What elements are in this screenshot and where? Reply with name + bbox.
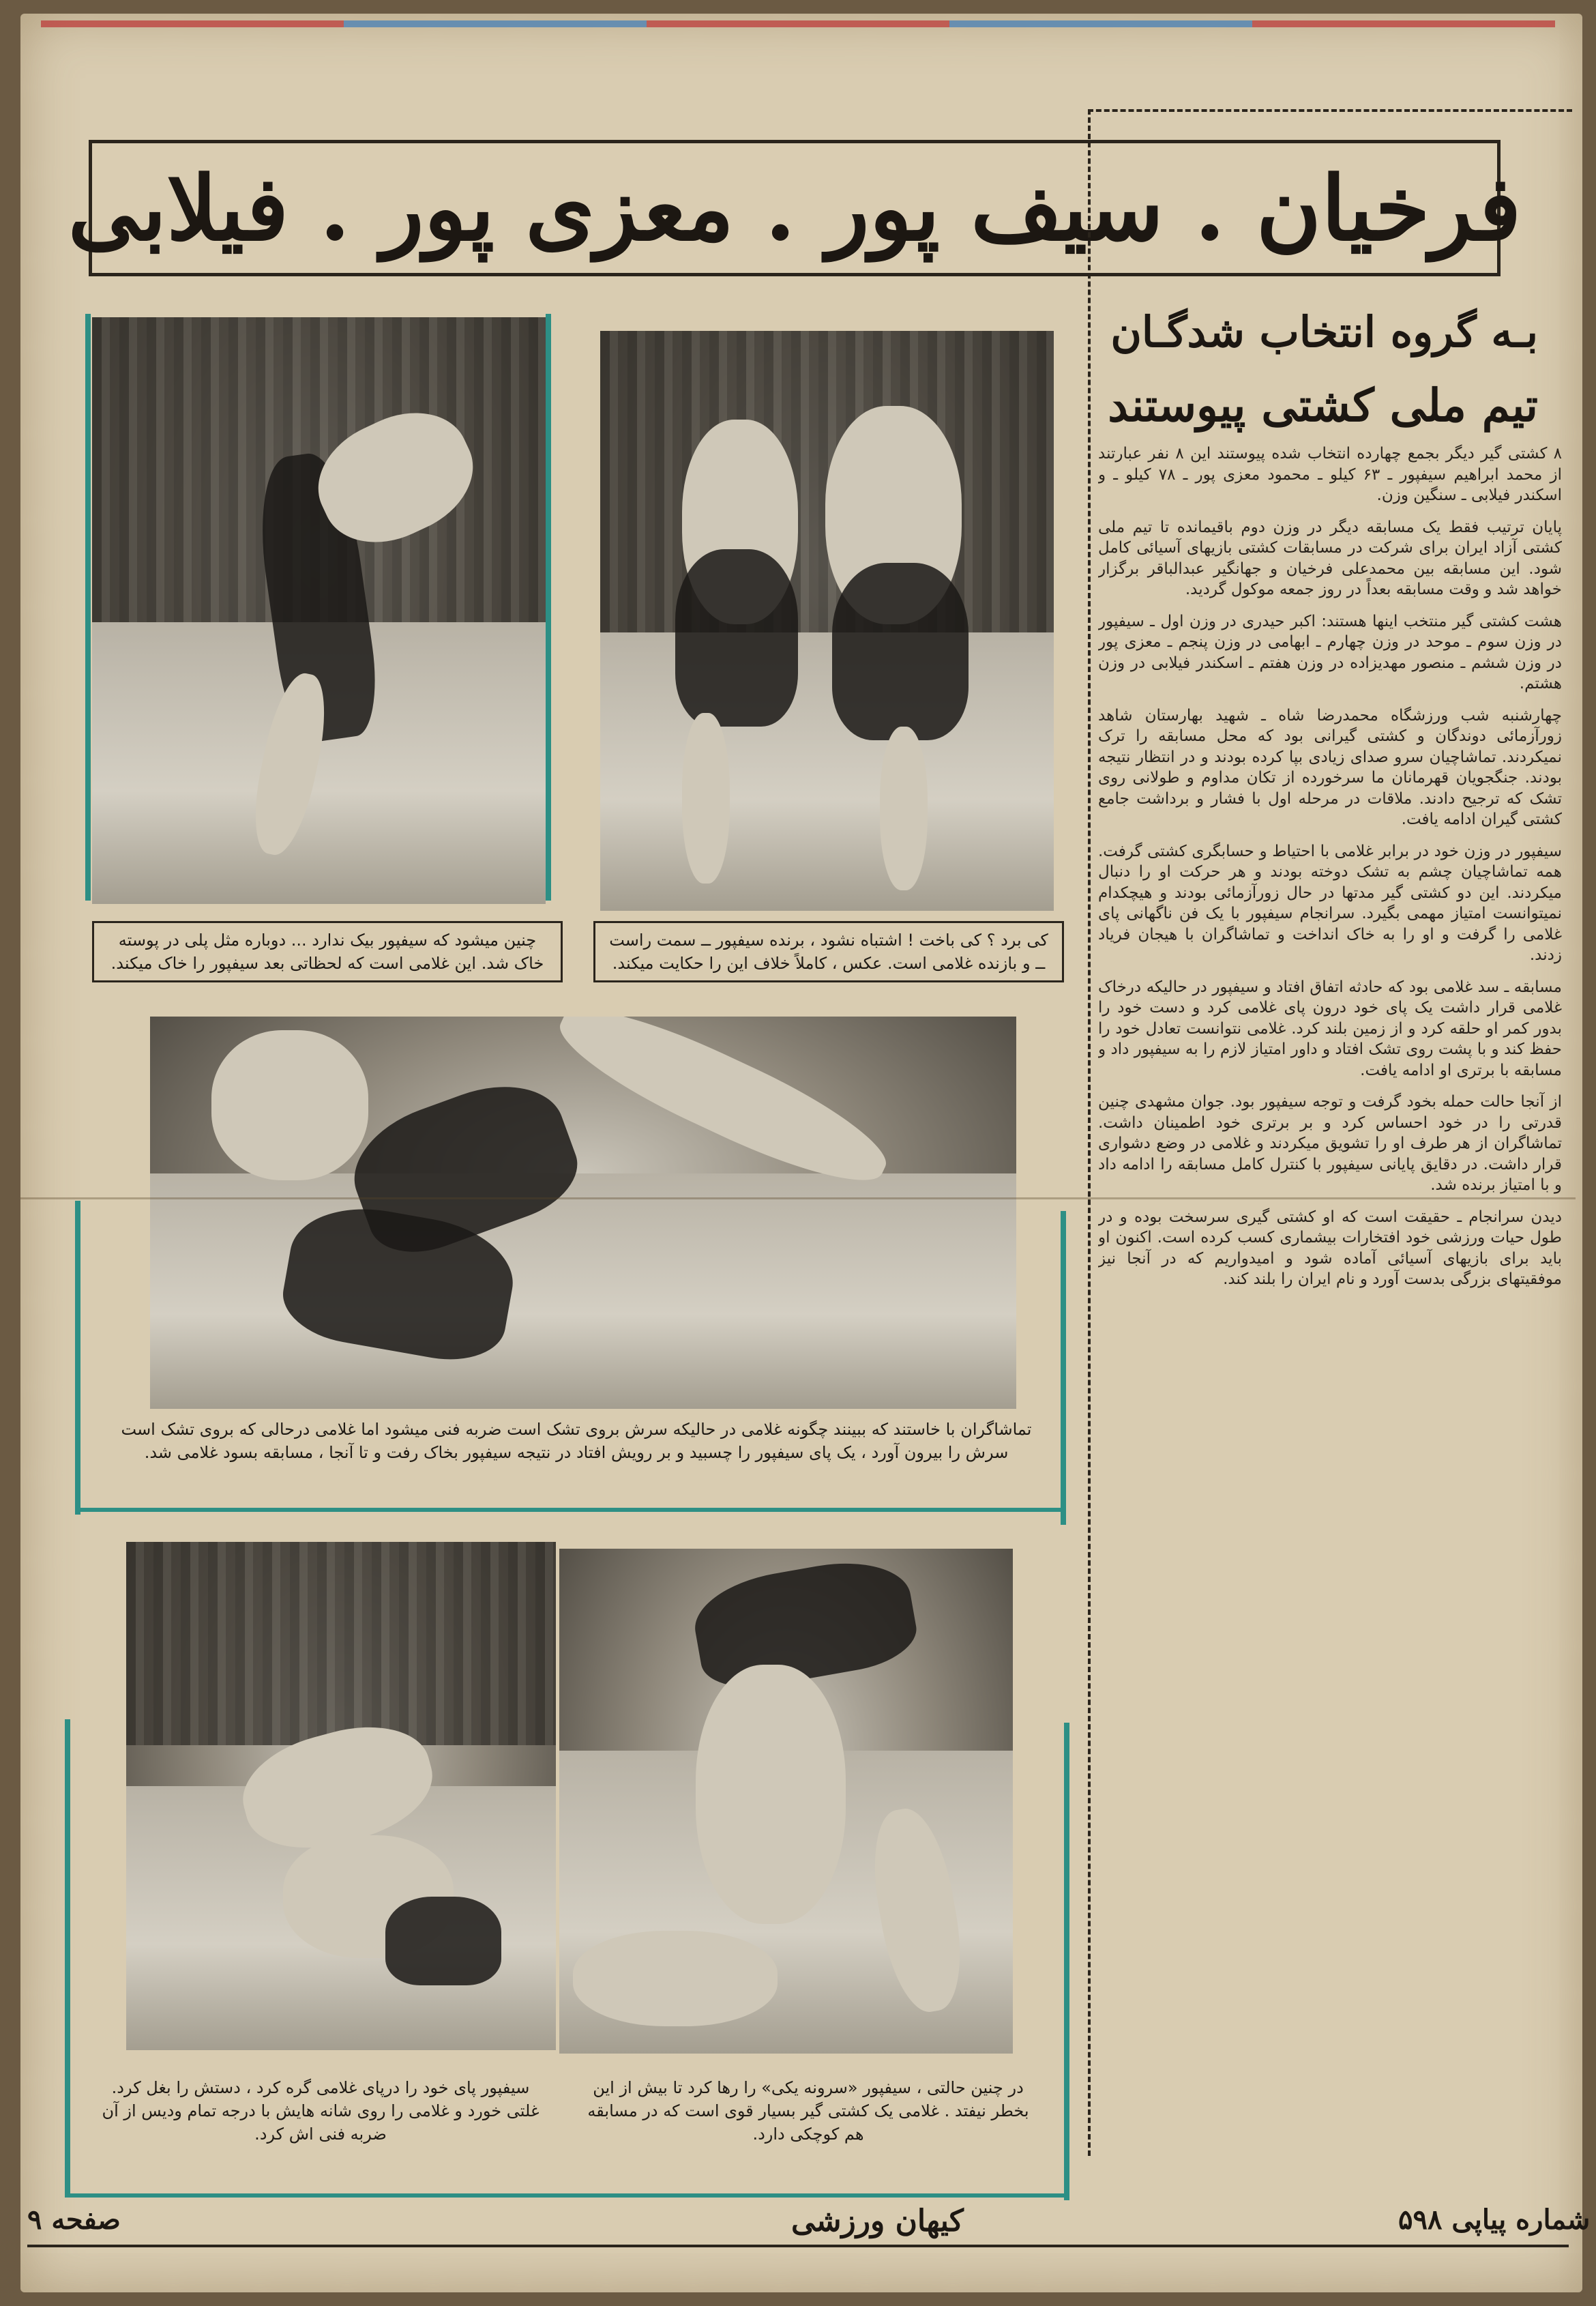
photo-frame-accent [65, 2193, 1067, 2198]
page-edge-stripe [41, 20, 1555, 27]
photo-top-left [92, 317, 546, 904]
photo-middle [150, 1017, 1016, 1409]
subheadline-line-1: بـه گروه انتخاب شدگـان [1110, 307, 1538, 357]
photo-frame-accent [1064, 1723, 1069, 2200]
photo-caption: سیفپور پای خود را درپای غلامی گره کرد ، دستش را بغل کرد. غلتی خورد و غلامی را روی شانه هایش با درجه تمام ودیس از آن ضربه فنی اش کرد. [102, 2078, 540, 2144]
article-paragraph: پایان ترتیب فقط یک مسابقه دیگر در وزن دوم باقیمانده تا تیم ملی کشتی آزاد ایران برای شرکت در مسابقات کشتی بازیهای آسیائی کامل شود. این مسابقه بین محمدعلی فرخیان و جهانگیر عبدالباقر برگزار خواهد شد و وقت مسابقه بعداً در روز جمعه موکول گردید. [1098, 518, 1562, 598]
photo-frame-accent [65, 1719, 70, 2197]
photo-caption: چنین میشود که سیفپور بیک ندارد ... دوباره مثل پلی در پوسته خاک شد. این غلامی است که لحظاتی بعد سیفپور را خاک میکند. [92, 921, 563, 982]
photo-frame-accent [546, 314, 551, 901]
page-number: صفحه ۹ [27, 2204, 121, 2236]
article-paragraph: از آنجا حالت حمله بخود گرفت و توجه سیفپور بود. جوان مشهدی چنین قدرتی را در خود احساس کرد و بر برتری خود اطمینان داشت. تماشاگران از هر طرف او را تشویق میکردند و غلامی در وضع دشواری قرار داشت. در دقایق پایانی سیفپور با کنترل کامل مسابقه را ادامه داد و با امتیاز برنده شد. [1098, 1093, 1562, 1194]
page-headline: فرخیان . سیف پور . معزی پور . فیلابی [68, 156, 1522, 261]
article-column-frame-top [1088, 109, 1572, 117]
article-paragraph: دیدن سرانجام ـ حقیقت است که او کشتی گیری سرسخت بوده و در طول حیات ورزشی خود افتخارات بیشماری کسب کرده است. اکنون او باید برای بازیهای آسیائی آماده شود و امیدواریم که در آنجا نیز موفقیتهای بزرگی بدست آورد و نام ایران را بلند کند. [1098, 1208, 1562, 1288]
footer-rule [27, 2245, 1569, 2247]
photo-bottom-right [559, 1549, 1013, 2054]
article-paragraph: سیفپور در وزن خود در برابر غلامی با احتیاط و حسابگری کشتی گرفت. همه تماشاچیان چشم به تشک دوخته بودند و هر حرکت او را دنبال میکردند. این دو کشتی گیر مدتها در حال زورآزمائی بودند و هیچکدام نمیتوانست امتیاز مهمی بگیرد. سرانجام سیفپور با یک فن ناگهانی پای غلامی را گرفت و او را به خاک انداخت و تماشاگران با هیجان فریاد زدند. [1098, 842, 1562, 964]
photo-frame-accent [1061, 1211, 1066, 1525]
article-paragraph: مسابقه ـ سد غلامی بود که حادثه اتفاق افتاد و سیفپور در حالیکه درخاک غلامی قرار داشت یک پای خود درون پای غلامی کرد و دست خود را بدور کمر او حلقه کرد و از زمین بلند کرد. غلامی نتوانست تعادل خود را حفظ کند و با پشت روی تشک افتاد و داور امتیاز لازم را به سیفپور داد و مسابقه با برتری او ادامه یافت. [1098, 978, 1562, 1079]
photo-caption: تماشاگران با خاستند که ببینند چگونه غلامی در حالیکه سرش بروی تشک است ضربه فنی میشود اما غلامی درحالی که بروی تشک است سرش را بیرون آورد ، یک پای سیفپور را چسبید و بر رویش افتاد در نتیجه سیفپور بخاک رفت و تا آنجا ، مسابقه بسود غلامی شد. [121, 1420, 1032, 1462]
photo-frame-accent [75, 1508, 1064, 1512]
photo-frame-accent [75, 1201, 80, 1515]
page-fold-crease [20, 1197, 1576, 1199]
photo-bottom-left [126, 1542, 556, 2050]
article-paragraph: ۸ کشتی گیر دیگر بجمع چهارده انتخاب شده پیوستند این ۸ نفر عبارتند از محمد ابراهیم سیفپور ـ ۶۳ کیلو ـ محمود معزی پور ـ ۷۸ کیلو ـ و اسکندر فیلابی ـ سنگین وزن. [1098, 445, 1562, 504]
publication-name: کیهان ورزشی [791, 2204, 964, 2238]
subheadline-line-2: تیم ملی کشتی پیوستند [1108, 379, 1538, 432]
headline-box [68, 140, 1522, 276]
article-body [1098, 443, 1562, 2149]
photo-caption: کی برد ؟ کی باخت ! اشتباه نشود ، برنده سیفپور ــ سمت راست ــ و بازنده غلامی است. عکس ، کاملاً خلاف این را حکایت میکند. [593, 921, 1064, 982]
article-paragraph: چهارشنبه شب ورزشگاه محمدرضا شاه ـ شهید بهارستان شاهد زورآزمائی دوندگان و کشتی گیرانی بود که محل مسابقه را ترک نمیکردند. تماشاچیان سرو صدای زیادی بپا کرده بودند و در انتظار نتیجه بودند. جنگجویان قهرمانان ما سرخورده از تکان مداوم و طولانی روی تشک که ترجیح دادند. ملاقات در مرحله اول با فشار و برداشت جامع کشتی گیران ادامه یافت. [1098, 706, 1562, 828]
photo-caption: در چنین حالتی ، سیفپور «سرونه یکی» را رها کرد تا بیش از این بخطر نیفتد . غلامی یک کشتی گیر بسیار قوی است که در مسابقه هم کوچکی دارد. [587, 2078, 1029, 2144]
photo-frame-accent [85, 314, 91, 901]
photo-top-right [600, 331, 1054, 911]
article-paragraph: هشت کشتی گیر منتخب اینها هستند: اکبر حیدری در وزن اول ـ سیفپور در وزن سوم ـ موحد در وزن چهارم ـ ابهامی در وزن پنجم ـ معزی پور در وزن ششم ـ منصور مهدیزاده در وزن هفتم ـ اسکندر فیلابی در وزن هشتم. [1098, 612, 1562, 692]
article-column-frame-left [1088, 109, 1093, 2156]
issue-number: شماره پیاپی ۵۹۸ [1398, 2204, 1591, 2236]
